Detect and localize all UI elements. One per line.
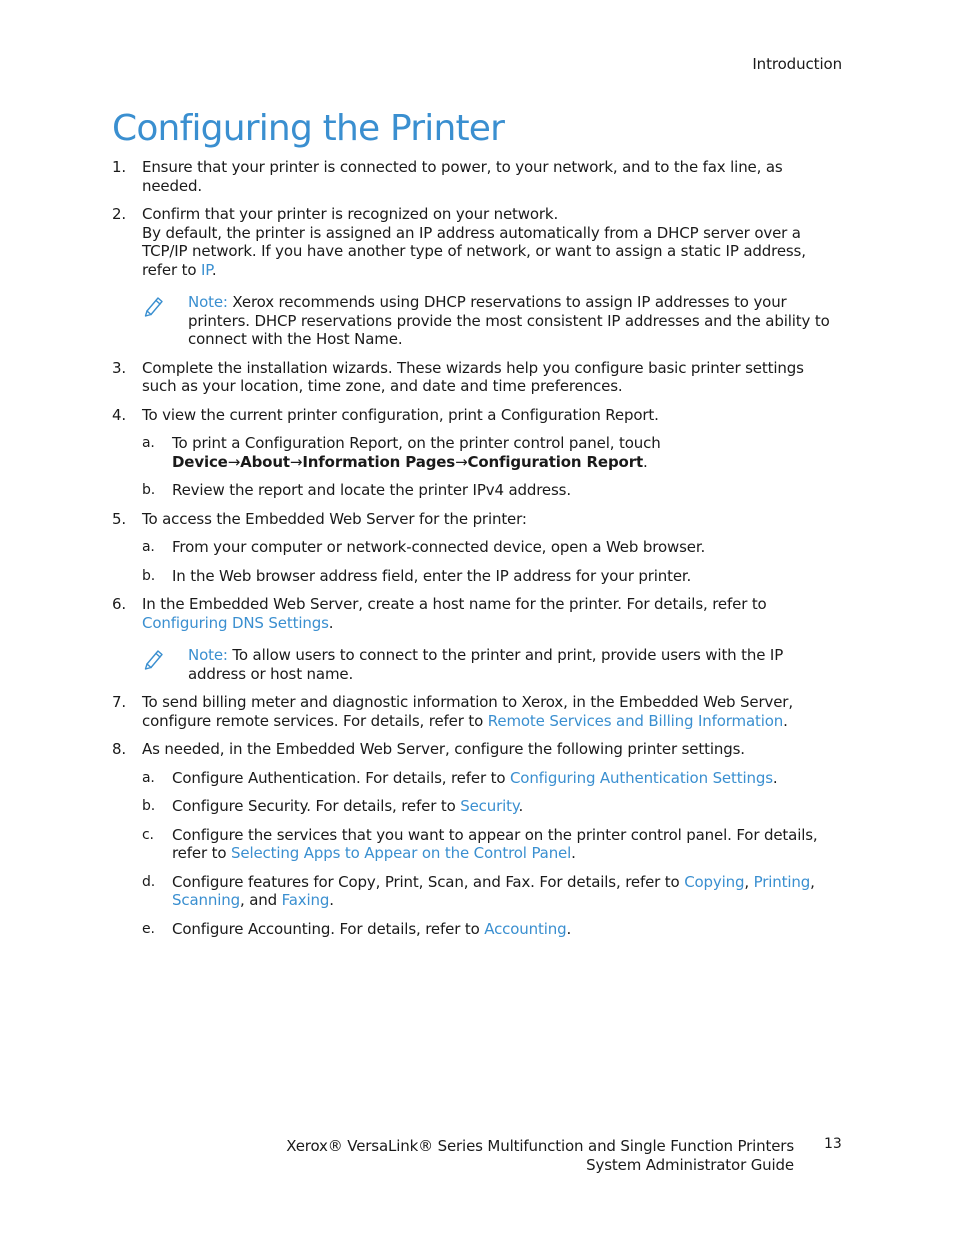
step-number: 5.: [112, 509, 127, 528]
sub-list-item: [112, 797, 842, 816]
sub-step-letter: b.: [142, 482, 156, 498]
list-item: [112, 740, 842, 759]
step-text: Configure Security. For details, refer to: [172, 797, 461, 815]
note-box: [112, 293, 842, 349]
sub-list-item: [112, 538, 842, 557]
pencil-icon: [142, 294, 166, 318]
step-text: Complete the installation wizards. These wizards help you configure basic printer settings such as your location, time zone, and date and time preferences.: [142, 358, 804, 395]
step-number: 6.: [112, 595, 127, 613]
note-text: To allow users to connect to the printer and print, provide users with the IP address or host name.: [188, 646, 784, 683]
punctuation: .: [211, 260, 217, 279]
note-text: Xerox recommends using DHCP reservations to assign IP addresses to your printers. DHCP reservations provide the most consistent IP addresses and the ability to connect with the Host Name.: [188, 293, 830, 348]
page-number: 13: [824, 1136, 842, 1152]
step-number: 4.: [112, 405, 127, 424]
link-accounting[interactable]: Accounting: [484, 919, 567, 938]
step-text: Configure Authentication. For details, refer to: [172, 768, 510, 787]
sub-list-item: [112, 826, 842, 863]
document-body: [112, 158, 842, 938]
page-title: Configuring the Printer: [112, 108, 505, 149]
sub-step-letter: e.: [142, 920, 155, 937]
sub-step-letter: d.: [142, 873, 156, 890]
sub-step-letter: b.: [142, 798, 156, 814]
path-device: Device: [172, 452, 228, 471]
step-text: From your computer or network-connected device, open a Web browser.: [172, 538, 706, 556]
step-text: In the Embedded Web Server, create a host name for the printer. For details, refer to: [142, 595, 767, 613]
step-text: Ensure that your printer is connected to power, to your network, and to the fax line, as needed.: [142, 158, 783, 195]
step-text: Review the report and locate the printer IPv4 address.: [172, 481, 571, 499]
link-printing[interactable]: Printing: [753, 872, 811, 891]
link-copying[interactable]: Copying: [684, 872, 745, 891]
step-number: 8.: [112, 740, 127, 758]
step-number: 7.: [112, 693, 127, 711]
step-text: To view the current printer configuration, print a Configuration Report.: [142, 405, 659, 424]
sub-step-letter: a.: [142, 435, 155, 451]
step-number: 1.: [112, 158, 127, 176]
footer-guide: System Administrator Guide: [586, 1156, 794, 1174]
step-text: Configure Accounting. For details, refer to: [172, 919, 485, 938]
link-configuring-dns-settings[interactable]: Configuring DNS Settings: [142, 613, 329, 632]
footer-product: Xerox® VersaLink® Series Multifunction and Single Function Printers: [286, 1137, 794, 1155]
link-scanning[interactable]: Scanning: [172, 891, 240, 909]
list-item: [112, 693, 842, 730]
menu-path: [172, 453, 842, 472]
punctuation: ,: [810, 872, 815, 891]
running-header: Introduction: [752, 55, 842, 73]
sub-list-item: [112, 481, 842, 500]
punctuation: .: [518, 797, 524, 815]
list-item: [112, 359, 842, 396]
list-item: [112, 158, 842, 195]
sub-list-item: [112, 567, 842, 586]
note-label: Note:: [188, 646, 228, 664]
path-about: About: [240, 452, 290, 471]
arrow-icon: →: [227, 452, 241, 471]
step-text: In the Web browser address field, enter the IP address for your printer.: [172, 566, 692, 585]
punctuation: .: [783, 711, 788, 730]
note-label: Note:: [188, 293, 228, 311]
step-text: To send billing meter and diagnostic information to Xerox, in the Embedded Web Server, configure remote services. For details, refer to: [142, 693, 793, 730]
sub-step-letter: a.: [142, 539, 155, 555]
step-text: By default, the printer is assigned an IP address automatically from a DHCP server over a TCP/IP network. If you have another type of network, or want to assign a static IP address, refer to: [142, 223, 806, 279]
link-remote-services[interactable]: Remote Services and Billing Information: [487, 711, 784, 730]
sub-step-letter: c.: [142, 826, 154, 843]
sub-step-letter: b.: [142, 567, 156, 584]
link-configuring-authentication[interactable]: Configuring Authentication Settings: [509, 768, 773, 787]
sub-list-item: [112, 434, 842, 471]
step-number: 2.: [112, 205, 127, 223]
link-ip[interactable]: IP: [201, 260, 212, 279]
link-selecting-apps[interactable]: Selecting Apps to Appear on the Control Panel: [231, 844, 572, 862]
sub-list-item: [112, 769, 842, 788]
list-item: [112, 510, 842, 529]
punctuation: .: [642, 452, 648, 471]
punctuation: .: [772, 768, 778, 787]
step-number: 3.: [112, 358, 127, 377]
punctuation: .: [329, 891, 334, 909]
punctuation: , and: [239, 891, 282, 909]
step-text: Configure features for Copy, Print, Scan, and Fax. For details, refer to: [172, 872, 685, 891]
path-configuration-report: Configuration Report: [467, 452, 643, 471]
punctuation: .: [566, 919, 572, 938]
link-faxing[interactable]: Faxing: [281, 891, 330, 909]
pencil-icon: [142, 647, 166, 671]
note-box: [112, 646, 842, 683]
arrow-icon: →: [289, 452, 303, 471]
list-item: [112, 595, 842, 632]
list-item: [112, 406, 842, 425]
step-text: To access the Embedded Web Server for the printer:: [142, 509, 527, 528]
sub-list-item: [112, 873, 842, 910]
punctuation: .: [328, 613, 334, 632]
sub-list-item: [112, 920, 842, 939]
step-text: As needed, in the Embedded Web Server, configure the following printer settings.: [142, 740, 745, 758]
step-text: Configure the services that you want to appear on the printer control panel. For details, refer to: [172, 825, 818, 862]
punctuation: .: [571, 844, 576, 862]
list-item: [112, 205, 842, 279]
footer: [286, 1137, 794, 1175]
punctuation: ,: [744, 872, 754, 891]
link-security[interactable]: Security: [460, 797, 519, 815]
step-text: Confirm that your printer is recognized on your network.: [142, 205, 559, 223]
arrow-icon: →: [455, 452, 468, 471]
sub-step-letter: a.: [142, 769, 155, 786]
path-information-pages: Information Pages: [302, 452, 456, 471]
step-text: To print a Configuration Report, on the printer control panel, touch: [172, 434, 661, 452]
